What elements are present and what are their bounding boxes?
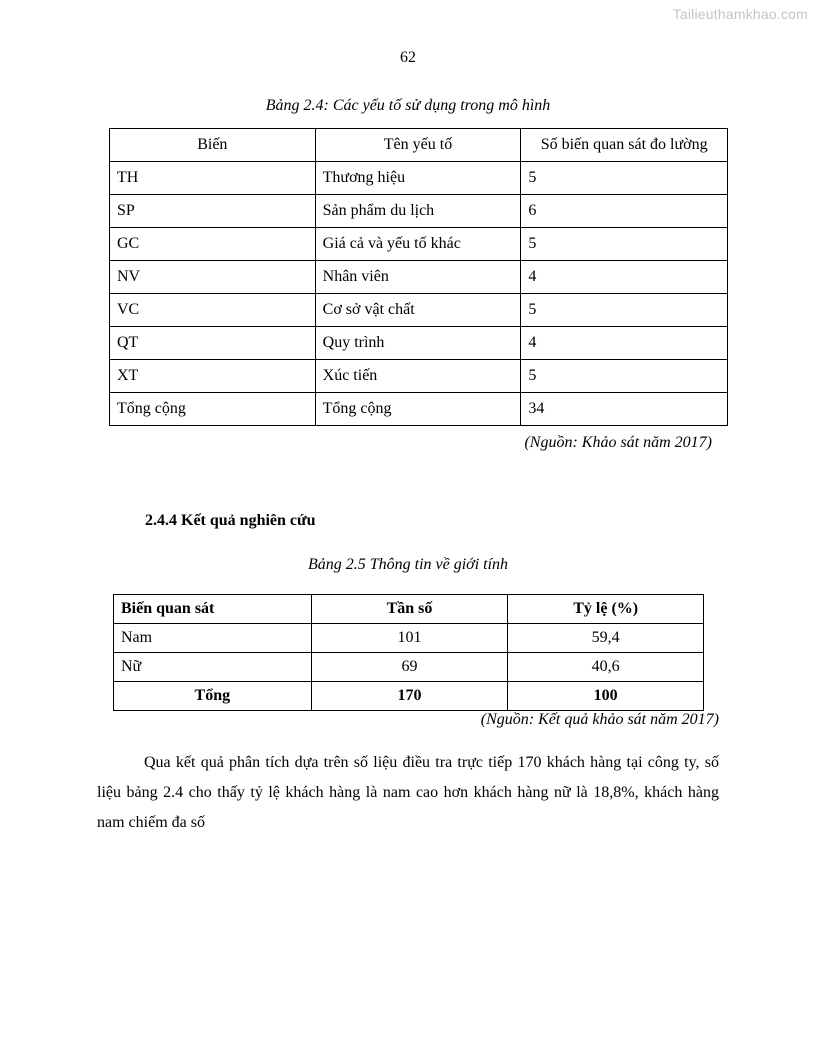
header-cell: Biến [110, 129, 316, 162]
table1-caption: Bảng 2.4: Các yếu tố sử dụng trong mô hình [265, 97, 551, 114]
body-paragraph [97, 748, 719, 838]
watermark: Tailieuthamkhao.com [672, 6, 808, 22]
table-cell: 101 [311, 624, 508, 653]
table-cell: 5 [521, 228, 728, 261]
table-cell: 4 [521, 261, 728, 294]
table-cell: Tổng [114, 682, 312, 711]
table-cell: Thương hiệu [315, 162, 521, 195]
paragraph-text: Qua kết quả phân tích dựa trên số liệu điều tra trực tiếp 170 khách hàng tại công ty, số liệu bảng 2.4 cho thấy tỷ lệ khách hàng là nam cao hơn khách hàng nữ là 18,8%, khách hàng nam chiếm đa số [97, 754, 719, 831]
table-cell: GC [110, 228, 316, 261]
table-row [114, 653, 704, 682]
table-cell: 34 [521, 393, 728, 426]
table-cell: 170 [311, 682, 508, 711]
table-cell: Sản phẩm du lịch [315, 195, 521, 228]
table-cell: 69 [311, 653, 508, 682]
section-heading: 2.4.4 Kết quả nghiên cứu [145, 512, 316, 529]
table-cell: TH [110, 162, 316, 195]
table-row [114, 624, 704, 653]
table-cell: Cơ sở vật chất [315, 294, 521, 327]
table-cell: Nam [114, 624, 312, 653]
table-cell: Tổng cộng [315, 393, 521, 426]
table-cell: QT [110, 327, 316, 360]
table-row [110, 228, 728, 261]
header-cell: Số biến quan sát đo lường [521, 129, 728, 162]
page-number: 62 [400, 49, 416, 66]
table-cell: 40,6 [508, 653, 704, 682]
table-cell: Xúc tiến [315, 360, 521, 393]
table-row [110, 195, 728, 228]
table-row-total [110, 393, 728, 426]
table-header-row [110, 129, 728, 162]
table-cell: NV [110, 261, 316, 294]
table2-caption: Bảng 2.5 Thông tin về giới tính [307, 556, 509, 573]
table-cell: 5 [521, 162, 728, 195]
table1-source: (Nguồn: Khảo sát năm 2017) [524, 434, 712, 451]
table-cell: Nhân viên [315, 261, 521, 294]
table-cell: 59,4 [508, 624, 704, 653]
table-cell: Giá cả và yếu tố khác [315, 228, 521, 261]
table-row [110, 360, 728, 393]
table-cell: 4 [521, 327, 728, 360]
table-row [110, 261, 728, 294]
table-cell: 6 [521, 195, 728, 228]
table-cell: SP [110, 195, 316, 228]
header-cell: Tỷ lệ (%) [508, 595, 704, 624]
table-cell: 5 [521, 360, 728, 393]
table-cell: XT [110, 360, 316, 393]
table-cell: 100 [508, 682, 704, 711]
factors-table [109, 128, 728, 426]
table-row [110, 162, 728, 195]
header-cell: Tên yếu tố [315, 129, 521, 162]
gender-table [113, 594, 704, 711]
table-row [110, 327, 728, 360]
header-cell: Tần số [311, 595, 508, 624]
header-cell: Biến quan sát [114, 595, 312, 624]
table-cell: Nữ [114, 653, 312, 682]
table-row-total [114, 682, 704, 711]
table-cell: Tổng cộng [110, 393, 316, 426]
table-cell: 5 [521, 294, 728, 327]
table-cell: Quy trình [315, 327, 521, 360]
table2-source: (Nguồn: Kết quả khảo sát năm 2017) [480, 711, 719, 728]
table-header-row [114, 595, 704, 624]
table-row [110, 294, 728, 327]
table-cell: VC [110, 294, 316, 327]
